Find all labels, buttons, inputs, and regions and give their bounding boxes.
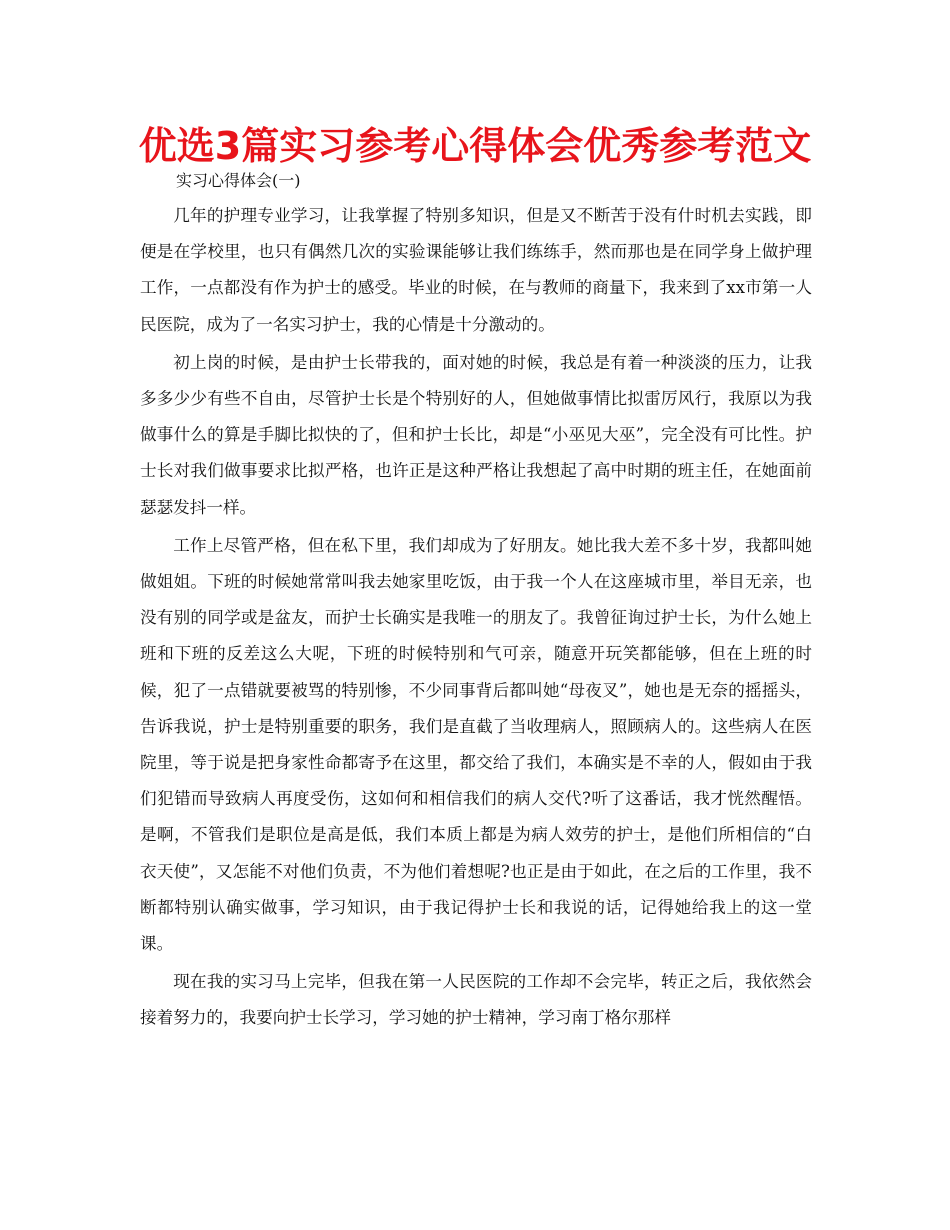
paragraph-2: 初上岗的时候，是由护士长带我的，面对她的时候，我总是有着一种淡淡的压力，让我多多少少有些不自由，尽管护士长是个特别好的人，但她做事情比拟雷厉风行，我原以为我做事什么的算是手脚比拟快的了，但和护士长比，却是“小巫见大巫”，完全没有可比性。护士长对我们做事要求比拟严格，也许正是这种严格让我想起了高中时期的班主任，在她面前瑟瑟发抖一样。 [140, 352, 812, 517]
document-title: 优选3篇实习参考心得体会优秀参考范文 [138, 124, 812, 168]
document-body [140, 198, 812, 1039]
paragraph-3: 工作上尽管严格，但在私下里，我们却成为了好朋友。她比我大差不多十岁，我都叫她做姐姐。下班的时候她常常叫我去她家里吃饭，由于我一个人在这座城市里，举目无亲，也没有别的同学或是盆友，而护士长确实是我唯一的朋友了。我曾征询过护士长，为什么她上班和下班的反差这么大呢，下班的时候特别和气可亲，随意开玩笑都能够，但在上班的时候，犯了一点错就要被骂的特别惨，不少同事背后都叫她“母夜叉”，她也是无奈的摇摇头，告诉我说，护士是特别重要的职务，我们是直截了当收理病人，照顾病人的。这些病人在医院里，等于说是把身家性命都寄予在这里，都交给了我们，本确实是不幸的人，假如由于我们犯错而导致病人再度受伤，这如何和相信我们的病人交代?听了这番话，我才恍然醒悟。是啊，不管我们是职位是高是低，我们本质上都是为病人效劳的护士，是他们所相信的“白衣天使”，又怎能不对他们负责，不为他们着想呢?也正是由于如此，在之后的工作里，我不断都特别认确实做事，学习知识，由于我记得护士长和我说的话，记得她给我上的这一堂课。 [140, 535, 812, 954]
section-heading: 实习心得体会(一) [176, 171, 301, 190]
paragraph-4: 现在我的实习马上完毕，但我在第一人民医院的工作却不会完毕，转正之后，我依然会接着努力的，我要向护士长学习，学习她的护士精神，学习南丁格尔那样 [140, 972, 812, 1028]
paragraph-1: 几年的护理专业学习，让我掌握了特别多知识，但是又不断苦于没有什时机去实践，即便是在学校里，也只有偶然几次的实验课能够让我们练练手，然而那也是在同学身上做护理工作，一点都没有作为护士的感受。毕业的时候，在与教师的商量下，我来到了xx市第一人民医院，成为了一名实习护士，我的心情是十分激动的。 [140, 206, 812, 334]
